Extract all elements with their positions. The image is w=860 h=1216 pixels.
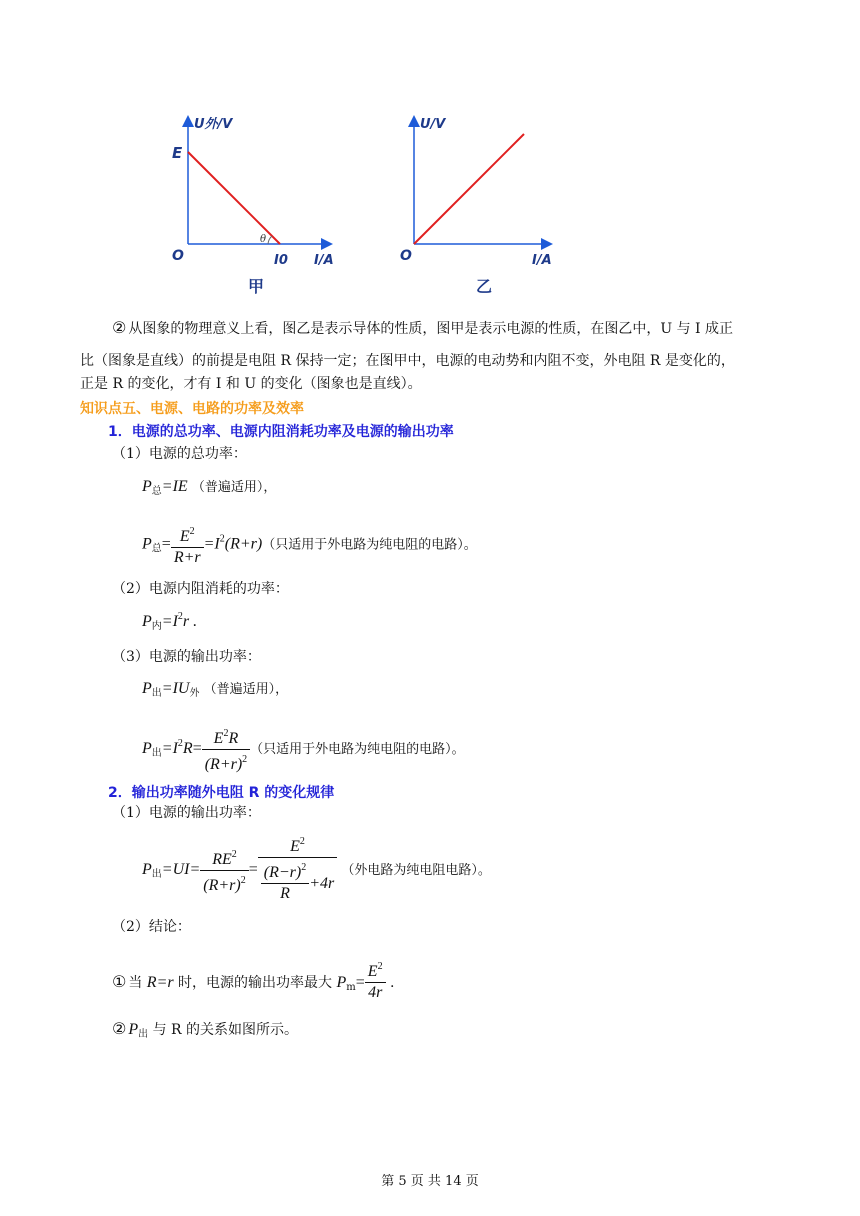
x-axis-label: I/A (314, 253, 334, 268)
subsection-1-title: 1．电源的总功率、电源内阻消耗功率及电源的输出功率 (108, 424, 454, 440)
item-2-2: （2）结论： (112, 919, 191, 935)
eq-total-power-1: $P_总=IE$ （普遍适用）， (142, 478, 277, 497)
para-2-line3: 正是 R 的变化，才有 I 和 U 的变化（图象也是直线）。 (80, 376, 422, 392)
eq-output-power-2: $P_出=I^2R=$ $\frac{E^2R}{(R+r)^2}$ （只适用于外电路为纯电阻的电路）。 (142, 724, 465, 775)
origin-label: O (172, 248, 184, 264)
x-intercept-label: I0 (274, 253, 288, 268)
graph-jia (160, 108, 360, 300)
y-axis-label: U外/V (194, 117, 233, 132)
page-footer: 第 5 页 共 14 页 (381, 1174, 479, 1189)
jia-line (188, 152, 280, 244)
graph-caption: 甲 (248, 277, 265, 296)
intercept-label: E (172, 144, 183, 162)
circled-marker: ② (112, 318, 127, 337)
circled-1: ① (112, 972, 127, 991)
origin-label: O (400, 248, 412, 264)
eq-internal-power: $P_内=I^2r$ . (142, 611, 198, 632)
circled-2: ② (112, 1019, 127, 1038)
para-text: 从图象的物理意义上看，图乙是表示导体的性质，图甲是表示电源的性质，在图乙中，U 与 I 成正 (128, 321, 734, 337)
item-1-2: （2）电源内阻消耗的功率： (112, 581, 289, 597)
graph-caption: 乙 (476, 277, 493, 296)
subsection-2-title: 2．输出功率随外电阻 R 的变化规律 (108, 785, 335, 801)
angle-arc (268, 236, 272, 244)
eq-output-power-1: $P_出=IU_外$ （普遍适用）， (142, 680, 289, 699)
section-title: 知识点五、电源、电路的功率及效率 (80, 401, 304, 417)
conclusion-2: ② $P_出$ 与 R 的关系如图所示。 (112, 1019, 299, 1040)
item-2-1: （1）电源的输出功率： (112, 805, 261, 821)
graph-yi (392, 108, 582, 300)
x-axis-label: I/A (532, 253, 552, 268)
yi-line (414, 134, 524, 244)
y-axis-label: U/V (420, 117, 446, 132)
conclusion-1: ① 当 R=r 时，电源的输出功率最大 $P_m=$ $\frac{E^2}{4r}$ . (112, 957, 394, 1003)
item-1-1: （1）电源的总功率： (112, 446, 247, 462)
para-2-line2: 比（图象是直线）的前提是电阻 R 保持一定；在图甲中，电源的电动势和内阻不变，外电阻 R 是变化的， (80, 353, 735, 369)
angle-label: θ (260, 234, 267, 245)
item-1-3: （3）电源的输出功率： (112, 649, 261, 665)
para-2-line1 (112, 319, 733, 339)
eq-total-power-2: $P_总=$ $\frac{E^2}{R+r}$ $=I^2(R+r)$（只适用于外电路为纯电阻的电路）。 (142, 522, 477, 568)
eq-output-power-rule: $P_出=UI=$ $\frac{RE^2}{(R+r)^2}$ = $E^2$ $\frac{(R-r)^2}{R}$ +4r （外电路为纯电阻电路）。 (142, 832, 491, 904)
